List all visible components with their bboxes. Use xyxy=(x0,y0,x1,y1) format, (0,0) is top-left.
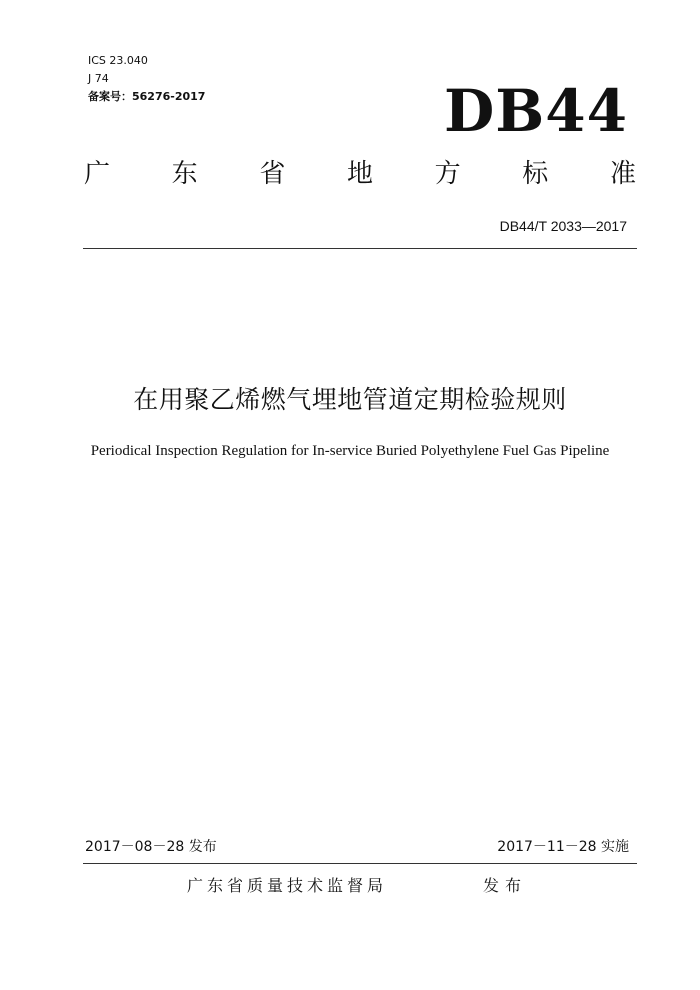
issue-date: 2017－08－28 发布 xyxy=(85,839,217,855)
ics-code: ICS 23.040 xyxy=(88,54,148,67)
issuing-authority: 广东省质量技术监督局 xyxy=(187,876,388,895)
standard-logo: DB44 xyxy=(443,77,628,145)
header-divider xyxy=(83,248,637,249)
footer-divider xyxy=(83,863,637,864)
title-chinese: 在用聚乙烯燃气埋地管道定期检验规则 xyxy=(133,385,567,414)
filing-number: 备案号：56276-2017 xyxy=(88,90,206,103)
standard-type-char: 方 xyxy=(434,159,461,189)
implementation-date: 2017－11－28 实施 xyxy=(497,839,629,855)
standard-type-char: 准 xyxy=(609,159,636,189)
standard-type-char: 东 xyxy=(171,159,198,189)
publish-label: 发布 xyxy=(483,876,528,895)
title-english: Periodical Inspection Regulation for In-service Buried Polyethylene Fuel Gas Pipeline xyxy=(90,443,610,459)
standard-type-char: 标 xyxy=(522,159,549,189)
ccs-code: J 74 xyxy=(88,72,109,85)
standard-number: DB44/T 2033—2017 xyxy=(499,218,627,234)
standard-type-char: 广 xyxy=(84,159,111,189)
standard-type-char: 省 xyxy=(259,159,286,189)
standard-type-heading xyxy=(84,156,636,192)
standard-type-char: 地 xyxy=(346,159,373,189)
